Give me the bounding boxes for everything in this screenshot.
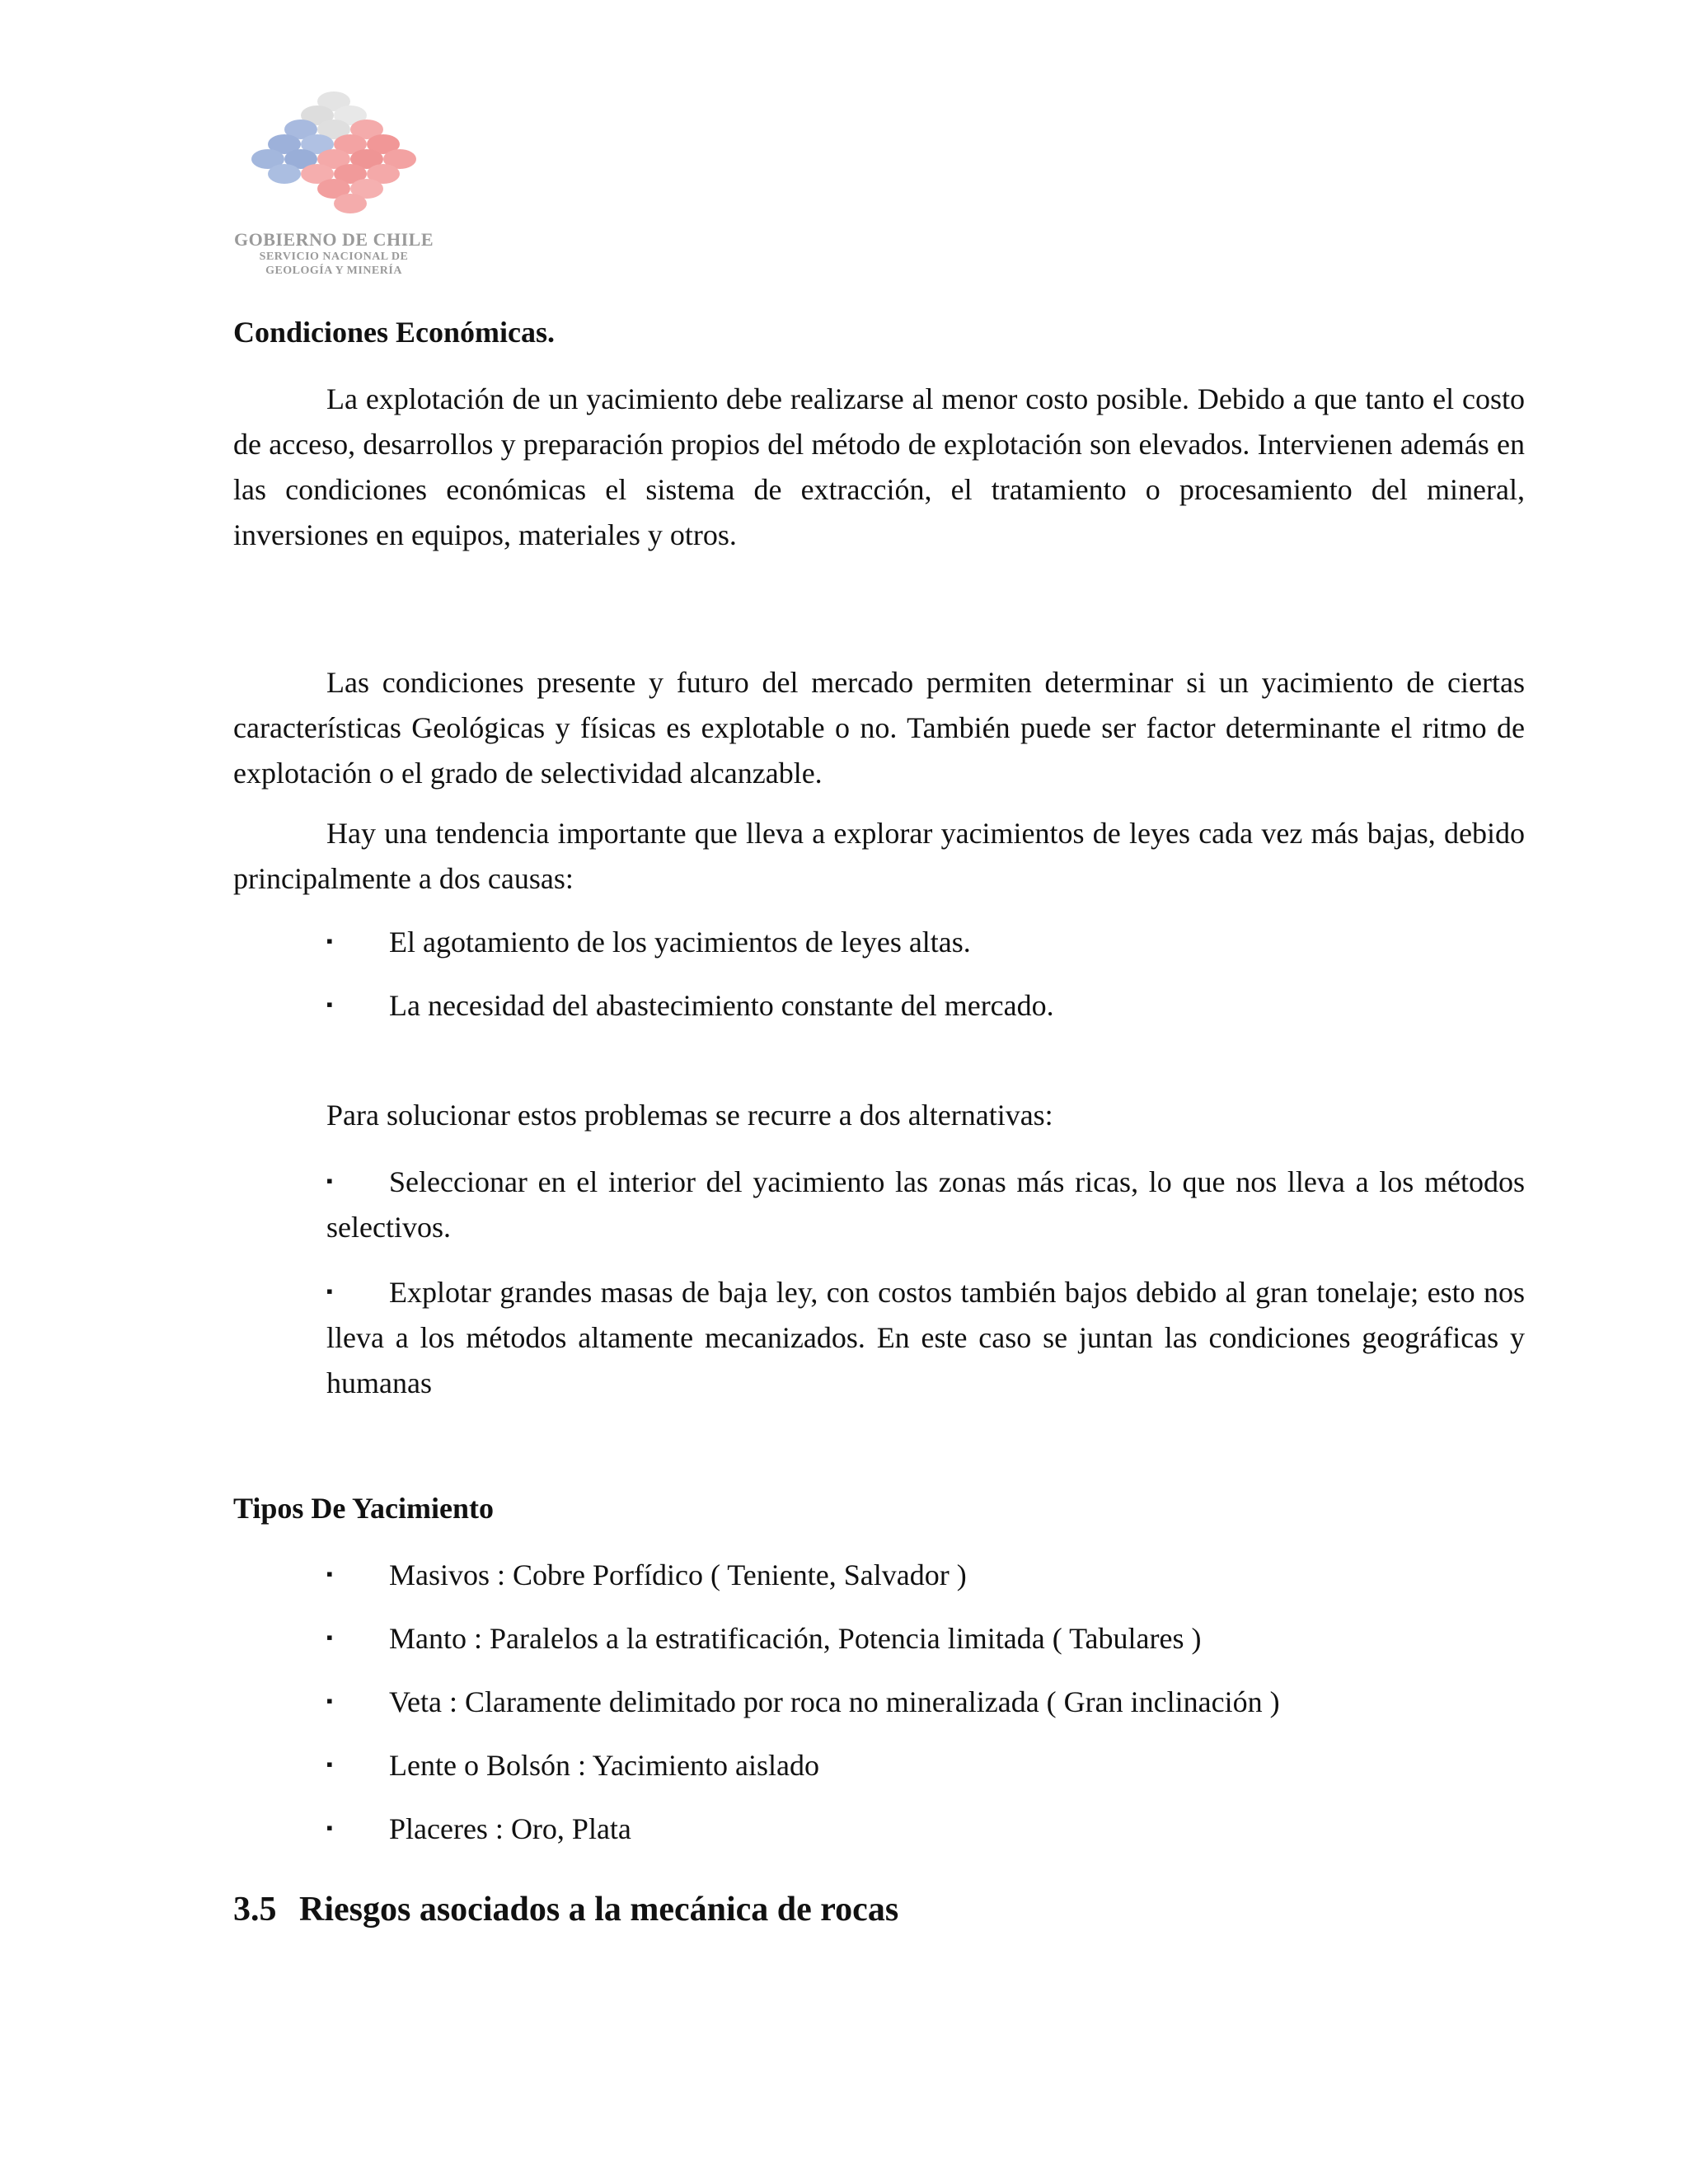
list-item [326,1805,1525,1852]
logo-line-3: GEOLOGÍA Y MINERÍA [265,265,402,277]
section-number: 3.5 [233,1891,277,1929]
list-item [326,1268,1525,1406]
bullet-icon: ▪ [326,1817,333,1838]
deposit-type-text: Placeres : Oro, Plata [389,1812,631,1845]
list-item [326,1678,1525,1725]
logo-line-2: SERVICIO NACIONAL DE [259,251,409,263]
list-item [326,1158,1525,1250]
section-title [233,1885,1525,1934]
section-title-text: Riesgos asociados a la mecánica de rocas [299,1891,899,1929]
logo-line-1: GOBIERNO DE CHILE [234,229,434,250]
list-item [326,1741,1525,1788]
deposit-type-text: Veta : Claramente delimitado por roca no mineralizada ( Gran inclinación ) [389,1685,1280,1718]
bullet-icon: ▪ [326,1627,333,1647]
deposit-types-list [233,1551,1525,1852]
deposit-types-heading: Tipos De Yacimiento [233,1492,495,1525]
deposit-type-text: Manto : Paralelos a la estratificación, Potencia limitada ( Tabulares ) [389,1622,1202,1655]
bullet-icon: ▪ [326,1281,333,1301]
bullet-icon: ▪ [326,1754,333,1774]
bullet-icon: ▪ [326,1690,333,1711]
trend-paragraph: Hay una tendencia importante que lleva a explorar yacimientos de leyes cada vez más bajas, debido principalmente a dos causas: [233,817,1525,895]
alternative-text: Explotar grandes masas de baja ley, con costos también bajos debido al gran tonelaje; esto nos lleva a los métodos altamente mecanizados. En este caso se juntan las condiciones geográficas y humanas [326,1276,1525,1399]
gobierno-chile-logo [231,87,437,284]
market-paragraph: Las condiciones presente y futuro del mercado permiten determinar si un yacimiento de ciertas características Geológicas y físicas es explotable o no. También puede ser factor determinante el ritmo de explotación o el grado de selectividad alcanzable. [233,666,1525,790]
alternatives-intro: Para solucionar estos problemas se recurre a dos alternativas: [326,1099,1053,1132]
list-item [326,918,1525,965]
economic-conditions-heading: Condiciones Económicas. [233,316,556,349]
logo-mark-icon [231,87,437,231]
alternatives-list [233,1158,1525,1406]
cause-text: La necesidad del abastecimiento constante del mercado. [389,989,1054,1022]
deposit-type-text: Lente o Bolsón : Yacimiento aislado [389,1749,819,1782]
alternative-text: Seleccionar en el interior del yacimiento las zonas más ricas, lo que nos lleva a los métodos selectivos. [326,1165,1525,1244]
bullet-icon: ▪ [326,1170,333,1191]
deposit-type-text: Masivos : Cobre Porfídico ( Teniente, Salvador ) [389,1558,967,1591]
list-item [326,1615,1525,1661]
bullet-icon: ▪ [326,930,333,951]
list-item [326,982,1525,1029]
causes-list [233,918,1525,1029]
list-item [326,1551,1525,1598]
economic-paragraph-1: La explotación de un yacimiento debe realizarse al menor costo posible. Debido a que tanto el costo de acceso, desarrollos y preparación propios del método de explotación son elevados. Intervienen además en las condiciones económicas el sistema de extracción, el tratamiento o procesamiento del mineral, inversiones en equipos, materiales y otros. [233,382,1525,551]
document-body [233,309,1525,1934]
bullet-icon: ▪ [326,1563,333,1584]
cause-text: El agotamiento de los yacimientos de leyes altas. [389,926,971,958]
bullet-icon: ▪ [326,994,333,1015]
